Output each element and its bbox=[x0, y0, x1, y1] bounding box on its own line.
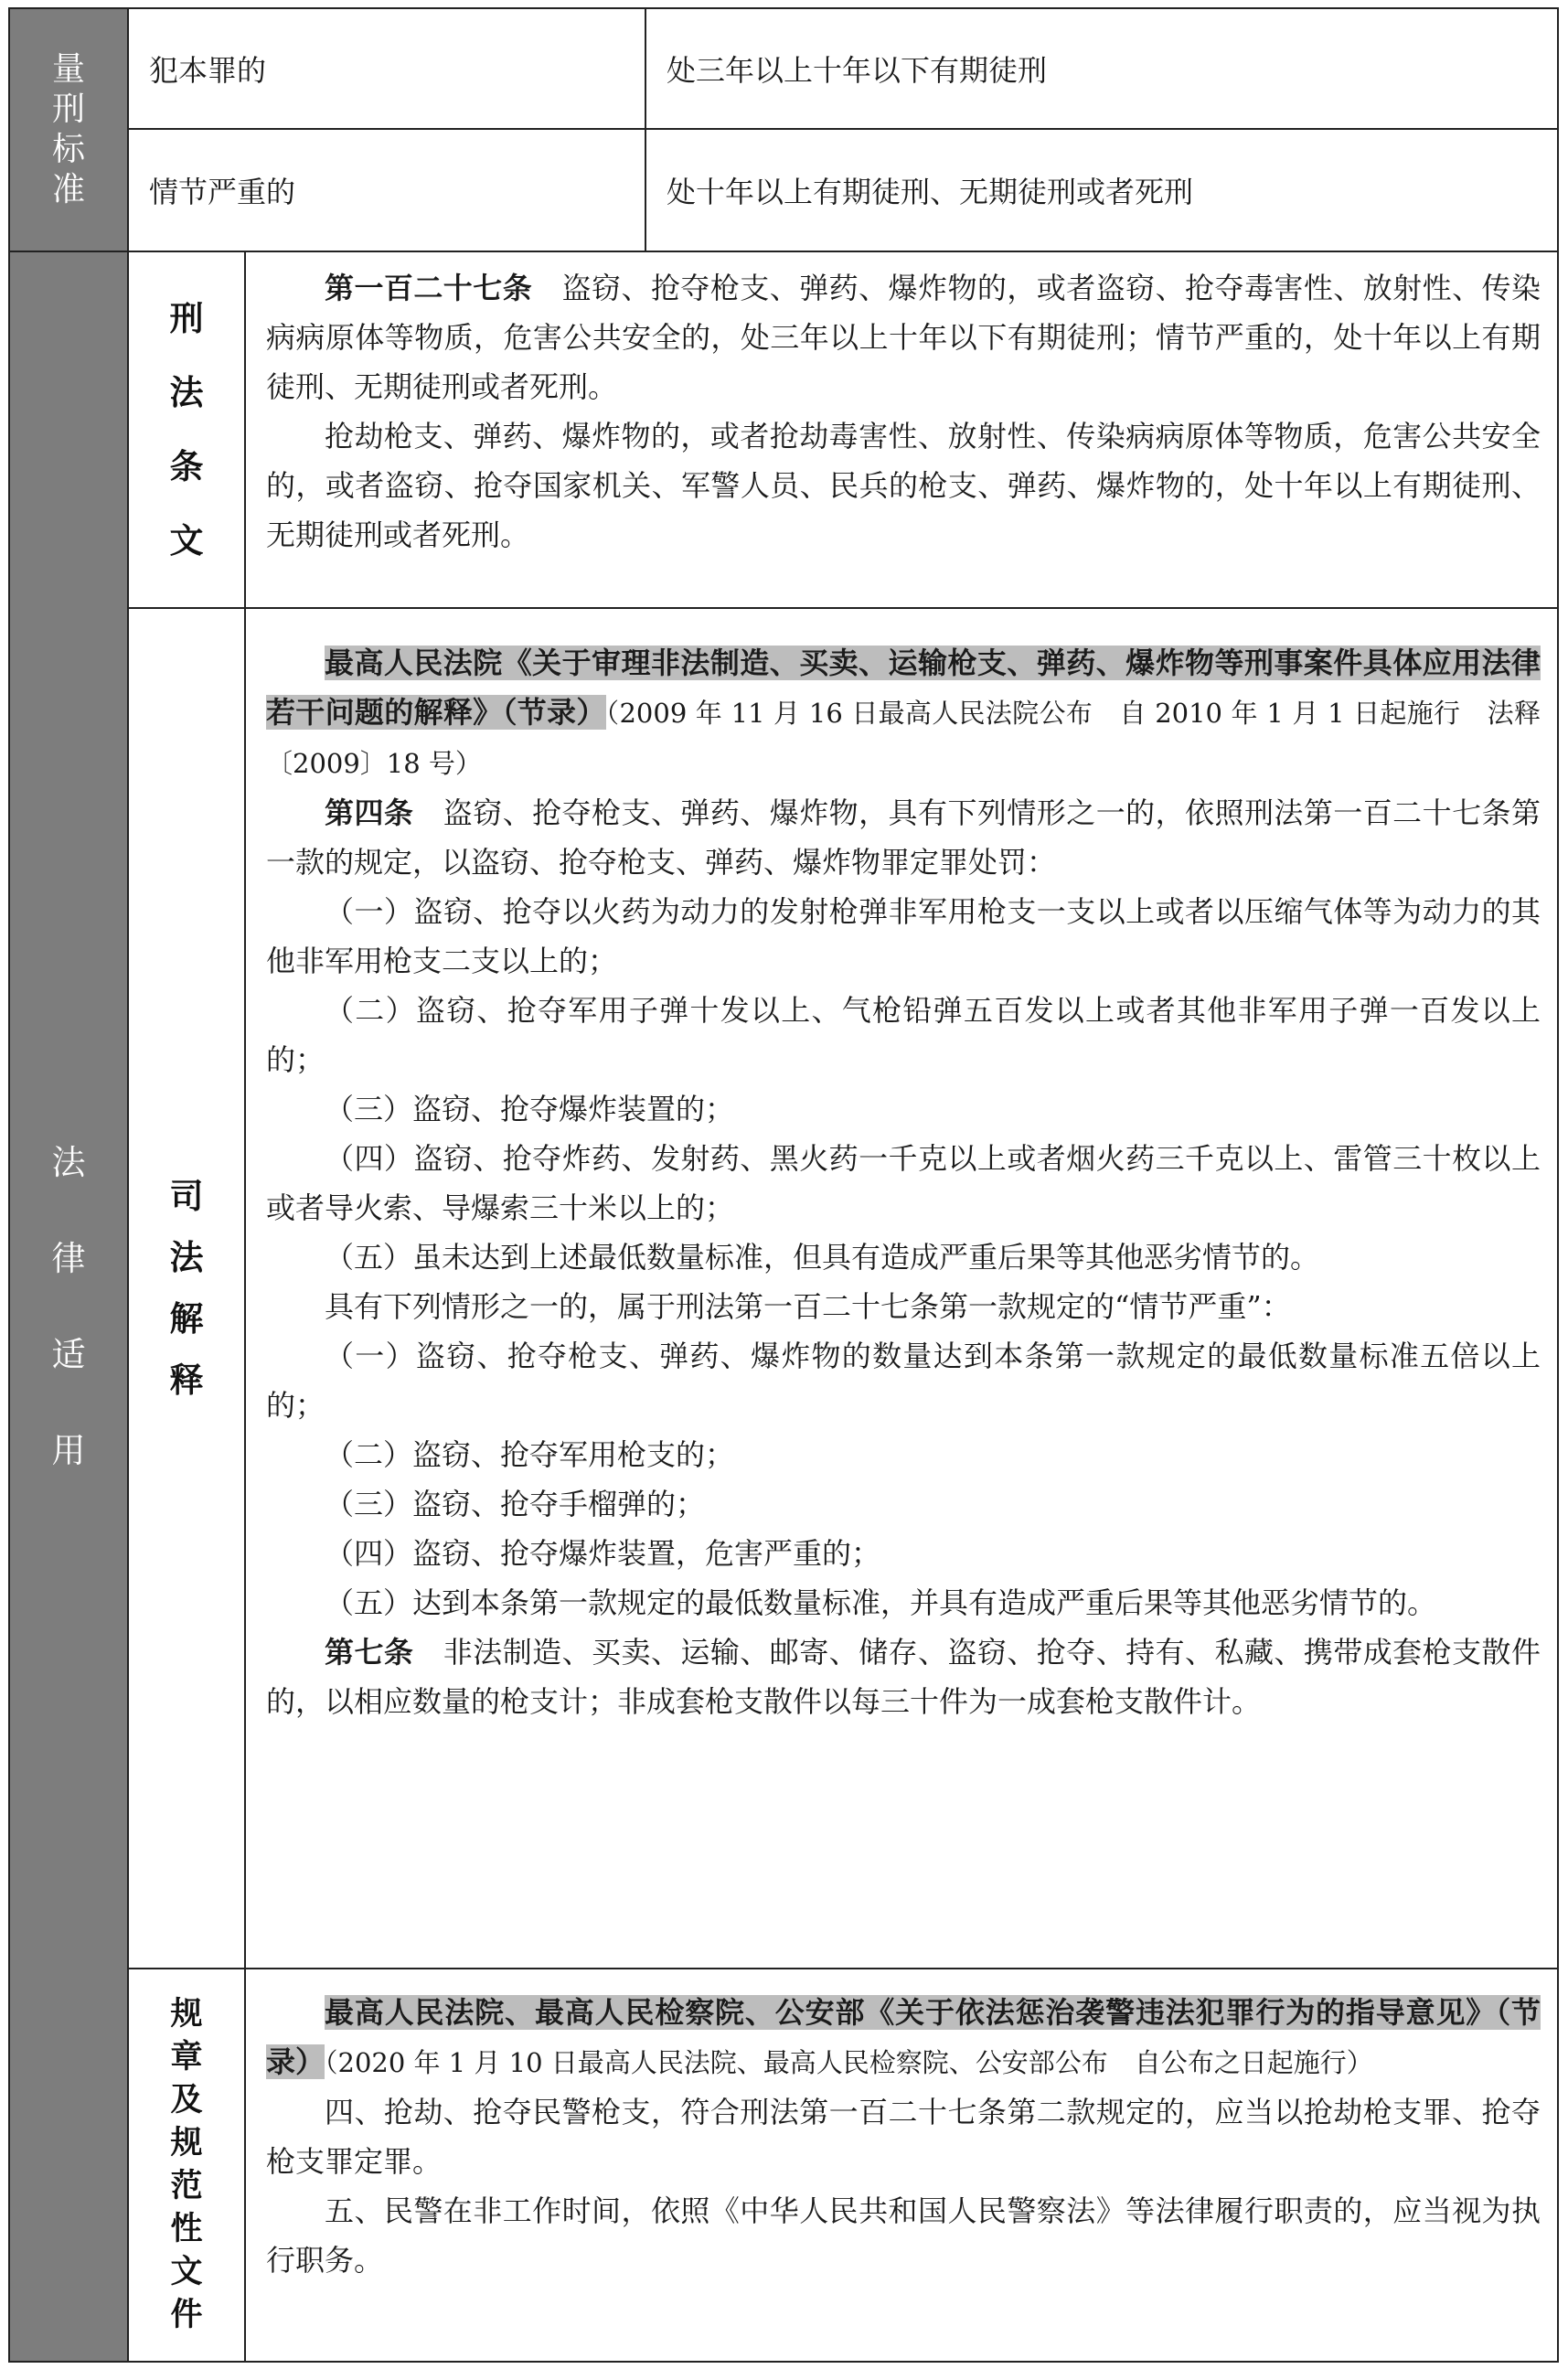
sentencing-header-char: 准 bbox=[51, 171, 85, 208]
criminal-law-text bbox=[266, 263, 1541, 560]
regulations-paragraph-5: 五、民警在非工作时间，依照《中华人民共和国人民警察法》等法律履行职责的，应当视为执行职务。 bbox=[266, 2193, 1541, 2278]
judicial-doc-source: （2009 年 11 月 16 日最高人民法院公布 自 2010 年 1 月 1 日起施行 法释〔2009〕18 号） bbox=[266, 698, 1541, 779]
judicial-label-char: 释 bbox=[169, 1361, 204, 1400]
list-item: （二）盗窃、抢夺军用枪支的； bbox=[325, 1437, 735, 1472]
regulations-label-char: 规 bbox=[170, 2125, 203, 2161]
regulations-label-char: 规 bbox=[170, 1996, 203, 2033]
law-table bbox=[8, 7, 1559, 2363]
list-item: （二）盗窃、抢夺军用子弹十发以上、气枪铅弹五百发以上或者其他非军用子弹一百发以上的； bbox=[266, 993, 1541, 1077]
list-item: （一）盗窃、抢夺枪支、弹药、爆炸物的数量达到本条第一款规定的最低数量标准五倍以上的； bbox=[266, 1339, 1541, 1423]
criminal-law-label-char: 法 bbox=[169, 373, 204, 412]
sentencing-header bbox=[10, 9, 127, 251]
article-4-title: 第四条 bbox=[325, 795, 414, 830]
law-application-header-char: 法 bbox=[51, 1143, 86, 1182]
judicial-label-char: 法 bbox=[169, 1238, 204, 1277]
sentencing-condition-1: 犯本罪的 bbox=[149, 53, 267, 88]
judicial-label-char: 司 bbox=[169, 1177, 204, 1216]
regulations-paragraph-4: 四、抢劫、抢夺民警枪支，符合刑法第一百二十七条第二款规定的，应当以抢劫枪支罪、抢夺枪支罪定罪。 bbox=[266, 2095, 1541, 2179]
criminal-law-label-char: 刑 bbox=[169, 299, 204, 338]
article-4 bbox=[266, 788, 1541, 887]
regulations-label-char: 文 bbox=[170, 2254, 203, 2290]
list-item: （三）盗窃、抢夺爆炸装置的； bbox=[325, 1092, 735, 1126]
criminal-law-label-char: 文 bbox=[169, 521, 204, 560]
regulations-label-char: 性 bbox=[170, 2211, 203, 2247]
regulations-doc-heading bbox=[266, 1988, 1541, 2087]
article-4-lead: 盗窃、抢夺枪支、弹药、爆炸物，具有下列情形之一的，依照刑法第一百二十七条第一款的规定，以盗窃、抢夺枪支、弹药、爆炸物罪定罪处罚： bbox=[266, 795, 1541, 880]
sentencing-penalty-1: 处三年以上十年以下有期徒刑 bbox=[667, 53, 1048, 88]
article-7 bbox=[266, 1627, 1541, 1726]
sentencing-condition-2: 情节严重的 bbox=[149, 175, 296, 209]
criminal-law-paragraph-1 bbox=[266, 263, 1541, 411]
regulations-label-char: 件 bbox=[170, 2297, 203, 2333]
article-127-text: 盗窃、抢夺枪支、弹药、爆炸物的，或者盗窃、抢夺毒害性、放射性、传染病病原体等物质，危害公共安全的，处三年以上十年以下有期徒刑；情节严重的，处十年以上有期徒刑、无期徒刑或者死刑。 bbox=[266, 271, 1541, 404]
list-item: （五）虽未达到上述最低数量标准，但具有造成严重后果等其他恶劣情节的。 bbox=[325, 1240, 1320, 1275]
list-item: （一）盗窃、抢夺以火药为动力的发射枪弹非军用枪支一支以上或者以压缩气体等为动力的其他非军用枪支二支以上的； bbox=[266, 894, 1541, 978]
sentencing-header-char: 刑 bbox=[51, 91, 85, 128]
regulations-doc-title: 最高人民法院、最高人民检察院、公安部《关于依法惩治袭警违法犯罪行为的指导意见》（节录） bbox=[266, 1995, 1541, 2079]
sentencing-penalty-2: 处十年以上有期徒刑、无期徒刑或者死刑 bbox=[667, 175, 1194, 209]
criminal-law-label bbox=[129, 252, 244, 607]
regulations-label-char: 及 bbox=[170, 2082, 203, 2118]
serious-circumstances-lead: 具有下列情形之一的，属于刑法第一百二十七条第一款规定的“情节严重”： bbox=[325, 1289, 1291, 1324]
criminal-law-label-char: 条 bbox=[169, 447, 204, 486]
sentencing-header-char: 量 bbox=[51, 50, 85, 88]
article-127-title: 第一百二十七条 bbox=[325, 271, 533, 305]
judicial-doc-title: 最高人民法院《关于审理非法制造、买卖、运输枪支、弹药、爆炸物等刑事案件具体应用法律若干问题的解释》（节录） bbox=[266, 646, 1541, 730]
criminal-law-paragraph-2: 抢劫枪支、弹药、爆炸物的，或者抢劫毒害性、放射性、传染病病原体等物质，危害公共安全的，或者盗窃、抢夺国家机关、军警人员、民兵的枪支、弹药、爆炸物的，处十年以上有期徒刑、无期徒刑或者死刑。 bbox=[266, 419, 1541, 552]
article-7-text: 非法制造、买卖、运输、邮寄、储存、盗窃、抢夺、持有、私藏、携带成套枪支散件的，以相应数量的枪支计；非成套枪支散件以每三十件为一成套枪支散件计。 bbox=[266, 1635, 1541, 1719]
regulations-text bbox=[266, 1988, 1541, 2285]
law-application-header-char: 律 bbox=[51, 1239, 86, 1278]
list-item: （四）盗窃、抢夺爆炸装置，危害严重的； bbox=[325, 1536, 881, 1571]
law-application-header-char: 用 bbox=[51, 1431, 86, 1470]
regulations-label-char: 章 bbox=[170, 2039, 203, 2076]
sentencing-header-char: 标 bbox=[51, 131, 85, 168]
article-7-title: 第七条 bbox=[325, 1635, 414, 1670]
law-application-header bbox=[10, 252, 127, 2361]
list-item: （四）盗窃、抢夺炸药、发射药、黑火药一千克以上或者烟火药三千克以上、雷管三十枚以上或者导火索、导爆索三十米以上的； bbox=[266, 1141, 1541, 1225]
law-application-header-char: 适 bbox=[51, 1335, 86, 1374]
regulations-label bbox=[129, 1969, 244, 2361]
judicial-doc-heading bbox=[266, 638, 1541, 788]
regulations-doc-source: （2020 年 1 月 10 日最高人民法院、最高人民检察院、公安部公布 自公布之日起施行） bbox=[325, 2047, 1373, 2078]
judicial-label-char: 解 bbox=[169, 1299, 204, 1339]
regulations-label-char: 范 bbox=[170, 2168, 203, 2204]
list-item: （三）盗窃、抢夺手榴弹的； bbox=[325, 1487, 706, 1521]
judicial-text bbox=[266, 638, 1541, 1726]
list-item: （五）达到本条第一款规定的最低数量标准，并具有造成严重后果等其他恶劣情节的。 bbox=[325, 1585, 1437, 1620]
judicial-label bbox=[129, 609, 244, 1968]
